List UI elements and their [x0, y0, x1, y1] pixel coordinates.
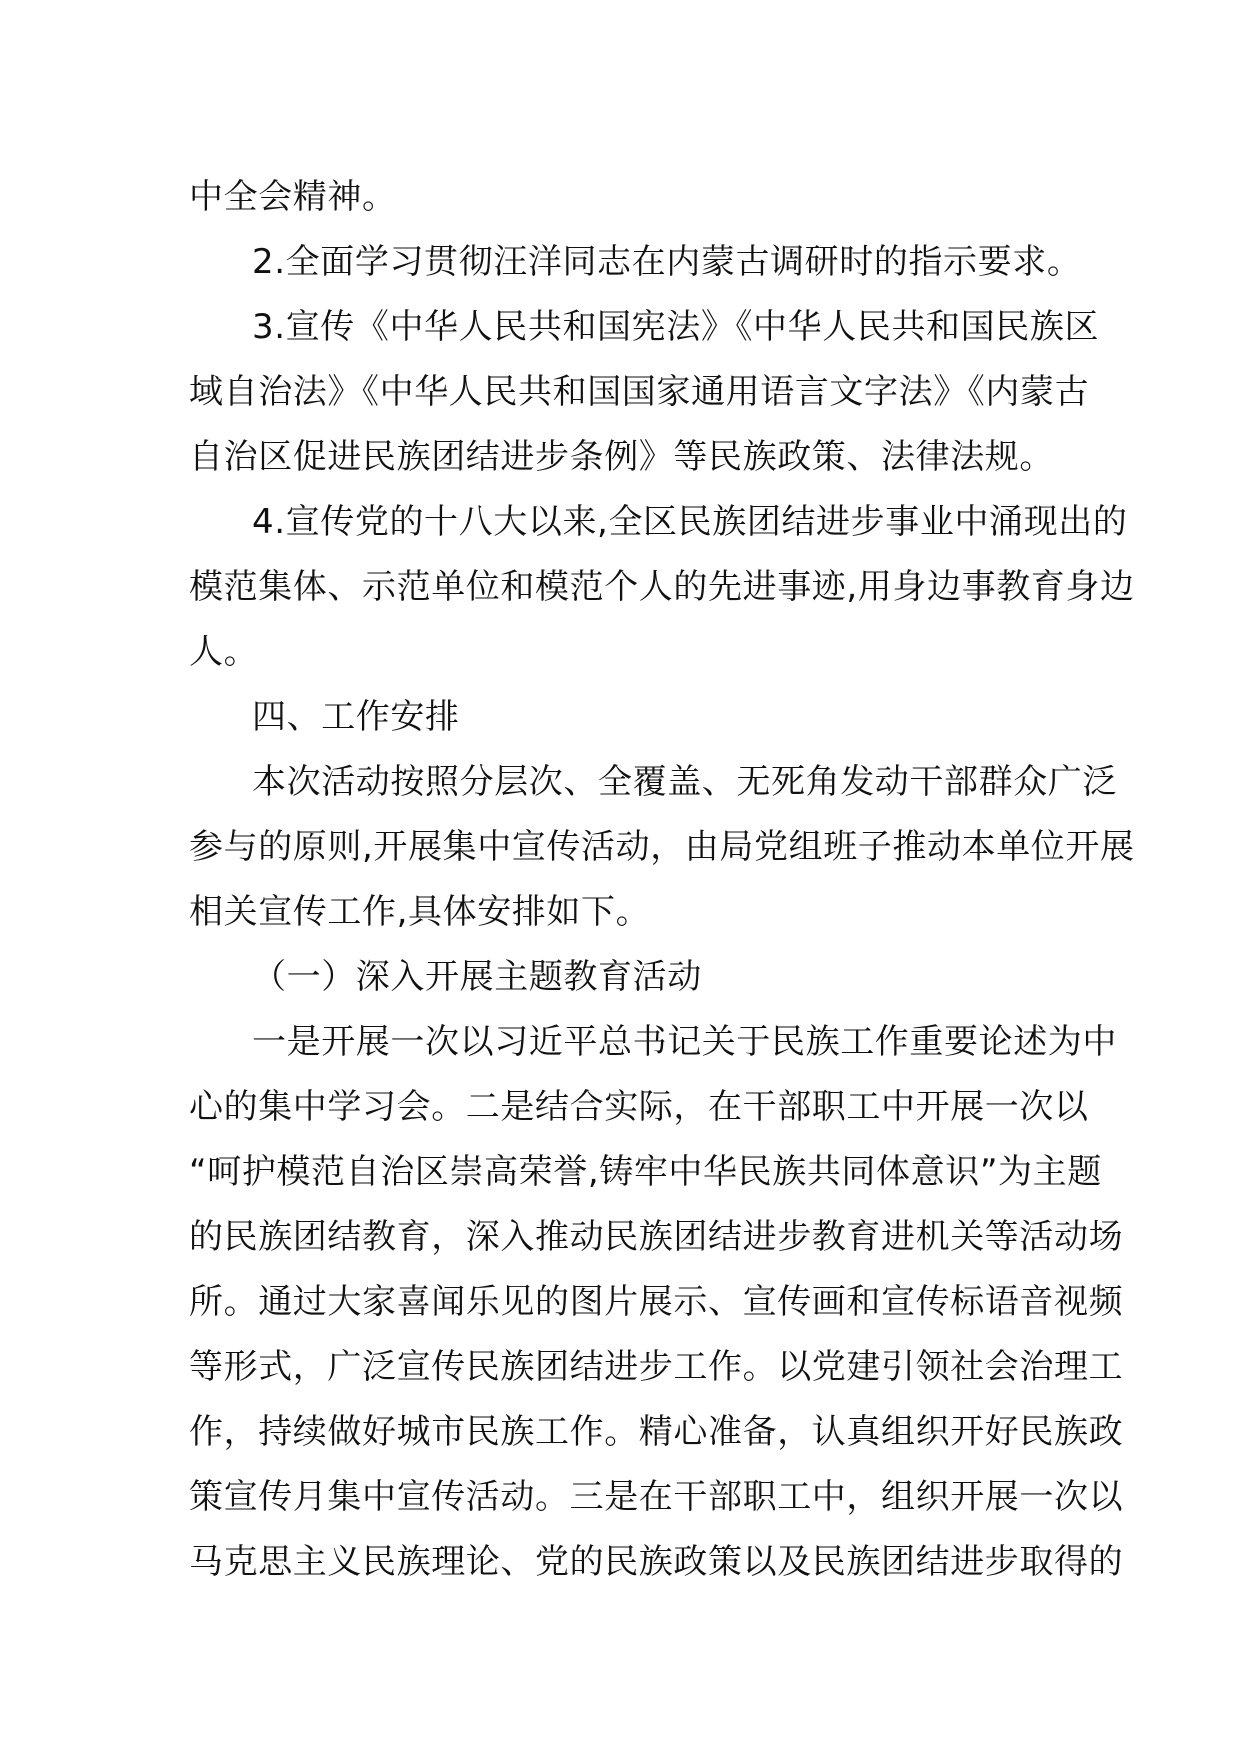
text-line: 4.宣传党的十八大以来,全区民族团结进步事业中涌现出的: [252, 502, 1128, 542]
text-line: 的民族团结教育，深入推动民族团结进步教育进机关等活动场: [189, 1217, 1124, 1257]
text-line: 策宣传月集中宣传活动。三是在干部职工中，组织开展一次以: [189, 1477, 1124, 1517]
text-line: 3.宣传《中华人民共和国宪法》《中华人民共和国民族区: [252, 307, 1100, 347]
text-line: 2.全面学习贯彻汪洋同志在内蒙古调研时的指示要求。: [252, 242, 1082, 282]
text-line: 模范集体、示范单位和模范个人的先进事迹,用身边事教育身边: [189, 567, 1135, 607]
text-line: 作，持续做好城市民族工作。精心准备，认真组织开好民族政: [189, 1412, 1124, 1452]
text-line: 心的集中学习会。二是结合实际，在干部职工中开展一次以: [189, 1087, 1089, 1127]
text-line: 人。: [189, 632, 259, 672]
subsection-heading: （一）深入开展主题教育活动: [252, 957, 702, 997]
text-line: 等形式，广泛宣传民族团结进步工作。以党建引领社会治理工: [189, 1347, 1124, 1387]
text-line: “呵护模范自治区崇高荣誉,铸牢中华民族共同体意识”为主题: [189, 1152, 1102, 1192]
text-line: 本次活动按照分层次、全覆盖、无死角发动干部群众广泛: [252, 762, 1117, 802]
text-line: 中全会精神。: [189, 177, 397, 217]
text-line: 一是开展一次以习近平总书记关于民族工作重要论述为中: [252, 1022, 1117, 1062]
section-heading: 四、工作安排: [252, 697, 460, 737]
text-line: 域自治法》《中华人民共和国国家通用语言文字法》《内蒙古: [189, 372, 1090, 412]
text-line: 相关宣传工作,具体安排如下。: [189, 892, 651, 932]
text-line: 马克思主义民族理论、党的民族政策以及民族团结进步取得的: [189, 1542, 1124, 1582]
text-line: 参与的原则,开展集中宣传活动，由局党组班子推动本单位开展: [189, 827, 1135, 867]
text-line: 自治区促进民族团结进步条例》等民族政策、法律法规。: [189, 437, 1054, 477]
text-line: 所。通过大家喜闻乐见的图片展示、宣传画和宣传标语音视频: [189, 1282, 1124, 1322]
